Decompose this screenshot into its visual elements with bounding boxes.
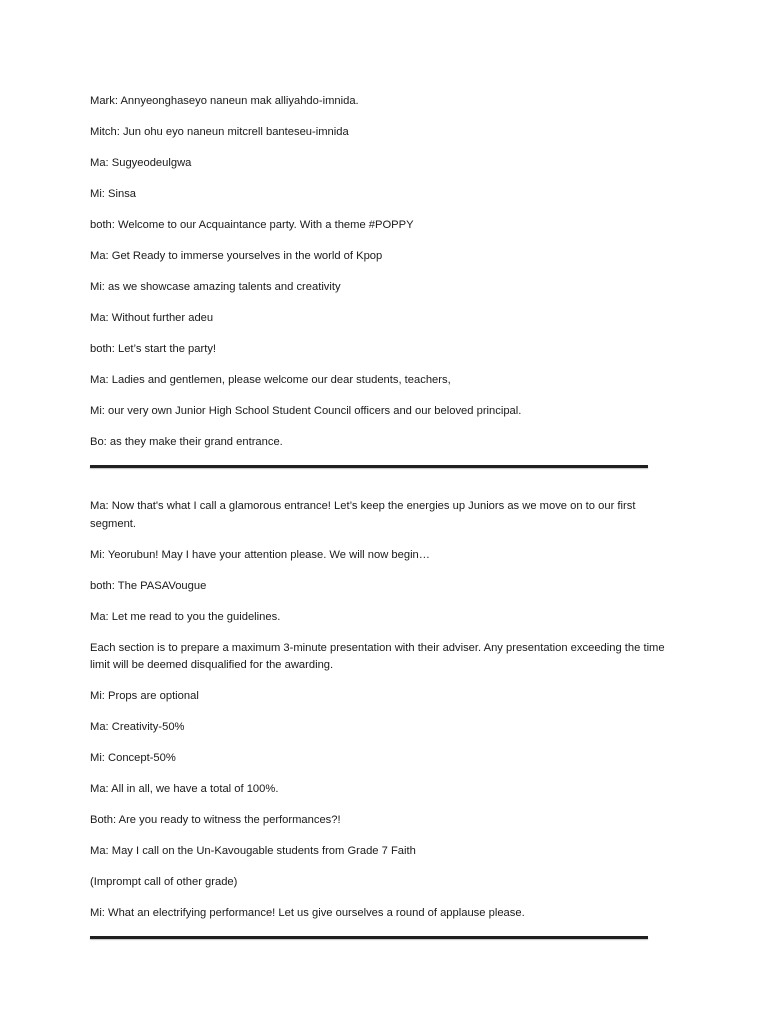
script-line: Both: Are you ready to witness the performances?!	[90, 814, 341, 826]
script-line: Mi: Concept-50%	[90, 752, 176, 764]
script-line: Mi: What an electrifying performance! Let us give ourselves a round of applause please.	[90, 907, 525, 919]
script-content	[90, 93, 670, 939]
script-line: both: Let’s start the party!	[90, 343, 217, 355]
script-line: Ma: Ladies and gentlemen, please welcome our dear students, teachers,	[90, 374, 451, 386]
guidelines-paragraph: Each section is to prepare a maximum 3-minute presentation with their adviser. Any presentation exceeding the time limit will be deemed disqualified for the awarding.	[90, 641, 665, 671]
horizontal-divider	[90, 936, 648, 939]
script-line: Ma: Let me read to you the guidelines.	[90, 610, 281, 623]
script-line: Ma: Sugyeodeulgwa	[90, 157, 192, 169]
script-line: Mi: Sinsa	[90, 188, 137, 200]
script-line: Ma: All in all, we have a total of 100%.	[90, 783, 279, 795]
script-line: Mitch: Jun ohu eyo naneun mitcrell banteseu-imnida	[90, 126, 349, 138]
script-line: Mi: our very own Junior High School Student Council officers and our beloved principal.	[90, 405, 522, 417]
horizontal-divider	[90, 465, 648, 468]
script-line: Ma: Now that's what I call a glamorous entrance! Let’s keep the energies up Juniors as we move on to our first segment.	[90, 500, 636, 530]
script-line: (Imprompt call of other grade)	[90, 876, 238, 888]
script-section-segment	[90, 498, 670, 923]
script-line: Bo: as they make their grand entrance.	[90, 436, 283, 448]
script-line: Ma: Get Ready to immerse yourselves in the world of Kpop	[90, 250, 383, 262]
script-line: both: Welcome to our Acquaintance party. With a theme #POPPY	[90, 219, 414, 231]
script-line: Ma: Without further adeu	[90, 312, 214, 324]
script-section-opening	[90, 93, 670, 452]
script-line: Mi: as we showcase amazing talents and creativity	[90, 281, 341, 293]
script-line: Ma: May I call on the Un-Kavougable students from Grade 7 Faith	[90, 845, 416, 857]
script-line: Mark: Annyeonghaseyo naneun mak alliyahdo-imnida.	[90, 95, 359, 107]
script-line: Mi: Props are optional	[90, 690, 199, 702]
script-line: Mi: Yeorubun! May I have your attention please. We will now begin…	[90, 548, 430, 561]
script-line: both: The PASAVougue	[90, 579, 207, 592]
script-line: Ma: Creativity-50%	[90, 721, 185, 733]
